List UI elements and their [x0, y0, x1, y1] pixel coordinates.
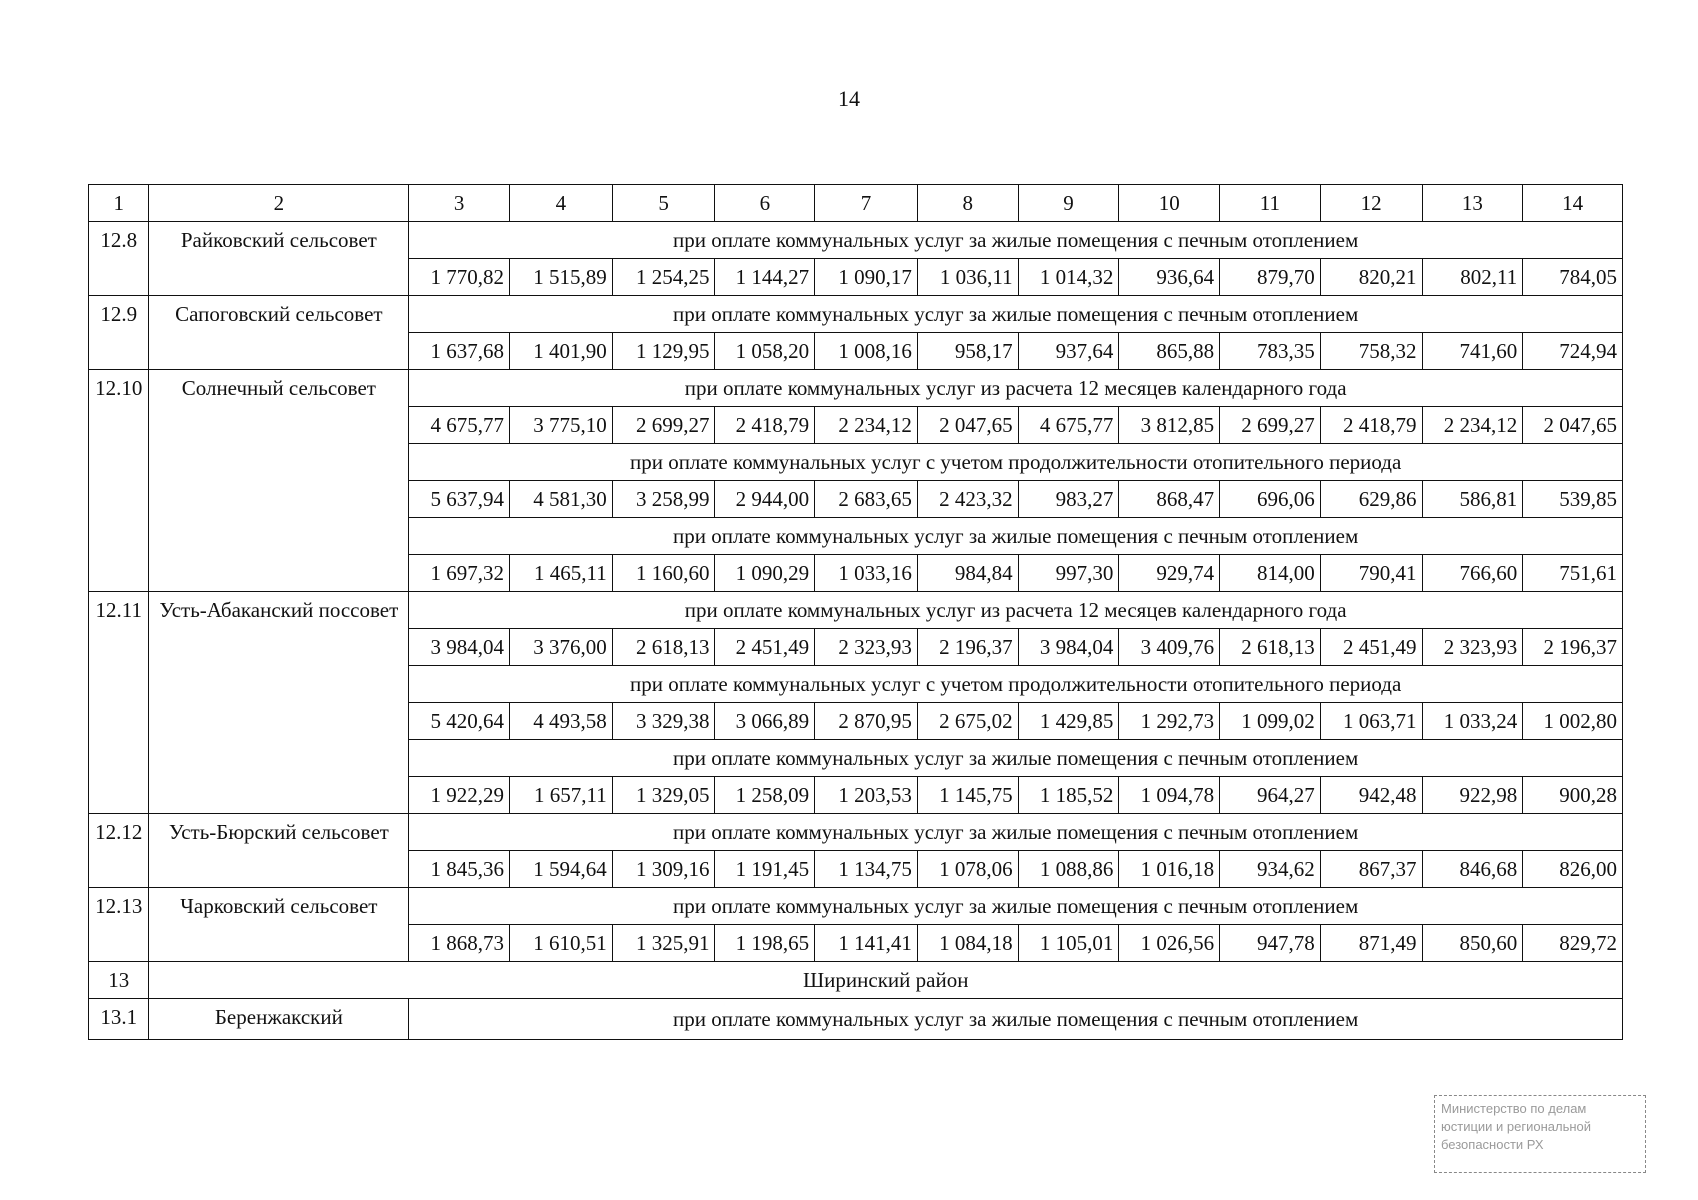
registration-stamp	[1434, 1095, 1646, 1173]
tariff-value: 724,94	[1523, 333, 1623, 370]
tariff-value: 865,88	[1119, 333, 1220, 370]
row-number: 12.8	[89, 222, 149, 296]
tariff-value: 1 325,91	[612, 925, 715, 962]
tariff-value: 1 868,73	[409, 925, 510, 962]
tariff-value: 629,86	[1320, 481, 1422, 518]
tariff-value: 1 002,80	[1523, 703, 1623, 740]
tariff-value: 2 047,65	[917, 407, 1018, 444]
column-header: 3	[409, 185, 510, 222]
tariff-value: 984,84	[917, 555, 1018, 592]
column-header: 6	[715, 185, 815, 222]
row-number: 12.9	[89, 296, 149, 370]
tariff-value: 942,48	[1320, 777, 1422, 814]
tariff-value: 2 451,49	[715, 629, 815, 666]
settlement-name: Усть-Абаканский поссовет	[149, 592, 409, 814]
condition-row	[89, 999, 1623, 1040]
payment-condition: при оплате коммунальных услуг из расчета 12 месяцев календарного года	[409, 592, 1623, 629]
settlement-name: Сапоговский сельсовет	[149, 296, 409, 370]
tariff-value: 879,70	[1220, 259, 1321, 296]
tariff-value: 1 090,17	[815, 259, 918, 296]
tariff-value: 964,27	[1220, 777, 1321, 814]
column-header: 12	[1320, 185, 1422, 222]
tariff-value: 1 292,73	[1119, 703, 1220, 740]
column-header: 13	[1422, 185, 1523, 222]
tariff-value: 1 105,01	[1018, 925, 1119, 962]
tariff-value: 2 944,00	[715, 481, 815, 518]
tariff-value: 947,78	[1220, 925, 1321, 962]
tariff-value: 3 984,04	[409, 629, 510, 666]
stamp-line: безопасности РХ	[1441, 1137, 1544, 1152]
tariff-value: 2 618,13	[1220, 629, 1321, 666]
payment-condition: при оплате коммунальных услуг за жилые помещения с печным отоплением	[409, 814, 1623, 851]
settlement-name: Солнечный сельсовет	[149, 370, 409, 592]
row-number: 12.12	[89, 814, 149, 888]
tariff-value: 1 134,75	[815, 851, 918, 888]
row-number: 12.10	[89, 370, 149, 592]
tariff-value: 766,60	[1422, 555, 1523, 592]
tariff-value: 802,11	[1422, 259, 1523, 296]
tariff-value: 1 465,11	[510, 555, 613, 592]
tariff-value: 1 329,05	[612, 777, 715, 814]
column-header: 4	[510, 185, 613, 222]
tariff-value: 1 203,53	[815, 777, 918, 814]
payment-condition: при оплате коммунальных услуг с учетом продолжительности отопительного периода	[409, 666, 1623, 703]
tariff-value: 741,60	[1422, 333, 1523, 370]
tariff-value: 1 258,09	[715, 777, 815, 814]
tariff-value: 2 699,27	[612, 407, 715, 444]
tariff-value: 937,64	[1018, 333, 1119, 370]
payment-condition: при оплате коммунальных услуг за жилые помещения с печным отоплением	[409, 222, 1623, 259]
tariff-value: 1 058,20	[715, 333, 815, 370]
payment-condition: при оплате коммунальных услуг с учетом продолжительности отопительного периода	[409, 444, 1623, 481]
tariff-value: 936,64	[1119, 259, 1220, 296]
stamp-line: Министерство по делам	[1441, 1101, 1587, 1116]
tariff-value: 1 014,32	[1018, 259, 1119, 296]
condition-row	[89, 296, 1623, 333]
tariff-value: 3 812,85	[1119, 407, 1220, 444]
tariff-value: 2 196,37	[1523, 629, 1623, 666]
settlement-name: Усть-Бюрский сельсовет	[149, 814, 409, 888]
column-header: 11	[1220, 185, 1321, 222]
tariff-value: 3 066,89	[715, 703, 815, 740]
tariff-value: 1 036,11	[917, 259, 1018, 296]
tariff-value: 2 870,95	[815, 703, 918, 740]
tariff-value: 929,74	[1119, 555, 1220, 592]
tariff-value: 1 922,29	[409, 777, 510, 814]
payment-condition: при оплате коммунальных услуг из расчета 12 месяцев календарного года	[409, 370, 1623, 407]
tariff-value: 934,62	[1220, 851, 1321, 888]
tariff-value: 1 515,89	[510, 259, 613, 296]
row-number: 13	[89, 962, 149, 999]
tariff-value: 2 423,32	[917, 481, 1018, 518]
tariff-value: 3 329,38	[612, 703, 715, 740]
tariff-value: 814,00	[1220, 555, 1321, 592]
settlement-name: Чарковский сельсовет	[149, 888, 409, 962]
tariff-value: 2 675,02	[917, 703, 1018, 740]
column-header: 10	[1119, 185, 1220, 222]
payment-condition: при оплате коммунальных услуг за жилые помещения с печным отоплением	[409, 888, 1623, 925]
column-header: 5	[612, 185, 715, 222]
tariff-value: 1 610,51	[510, 925, 613, 962]
tariff-value: 2 234,12	[815, 407, 918, 444]
row-number: 13.1	[89, 999, 149, 1040]
tariff-value: 1 637,68	[409, 333, 510, 370]
row-number: 12.13	[89, 888, 149, 962]
condition-row	[89, 888, 1623, 925]
payment-condition: при оплате коммунальных услуг за жилые помещения с печным отоплением	[409, 740, 1623, 777]
tariff-value: 790,41	[1320, 555, 1422, 592]
tariff-value: 2 323,93	[1422, 629, 1523, 666]
tariff-value: 4 493,58	[510, 703, 613, 740]
column-header: 9	[1018, 185, 1119, 222]
tariff-value: 4 581,30	[510, 481, 613, 518]
tariff-value: 1 141,41	[815, 925, 918, 962]
payment-condition: при оплате коммунальных услуг за жилые помещения с печным отоплением	[409, 296, 1623, 333]
tariff-value: 900,28	[1523, 777, 1623, 814]
tariff-value: 1 191,45	[715, 851, 815, 888]
stamp-line: юстиции и региональной	[1441, 1119, 1592, 1134]
tariff-value: 850,60	[1422, 925, 1523, 962]
tariff-value: 3 984,04	[1018, 629, 1119, 666]
tariff-value: 1 084,18	[917, 925, 1018, 962]
tariff-value: 2 234,12	[1422, 407, 1523, 444]
header-row	[89, 185, 1623, 222]
tariff-value: 5 637,94	[409, 481, 510, 518]
tariff-value: 2 418,79	[715, 407, 815, 444]
tariff-value: 1 144,27	[715, 259, 815, 296]
tariff-value: 1 697,32	[409, 555, 510, 592]
tariff-value: 2 418,79	[1320, 407, 1422, 444]
tariff-value: 1 129,95	[612, 333, 715, 370]
tariff-value: 1 033,24	[1422, 703, 1523, 740]
tariff-value: 2 683,65	[815, 481, 918, 518]
tariff-value: 1 094,78	[1119, 777, 1220, 814]
tariff-value: 783,35	[1220, 333, 1321, 370]
tariff-value: 871,49	[1320, 925, 1422, 962]
payment-condition: при оплате коммунальных услуг за жилые помещения с печным отоплением	[409, 518, 1623, 555]
tariff-value: 758,32	[1320, 333, 1422, 370]
tariff-value: 539,85	[1523, 481, 1623, 518]
tariff-value: 1 401,90	[510, 333, 613, 370]
tariff-value: 2 047,65	[1523, 407, 1623, 444]
tariff-table	[88, 184, 1623, 1040]
tariff-value: 2 323,93	[815, 629, 918, 666]
tariff-value: 1 088,86	[1018, 851, 1119, 888]
tariff-value: 5 420,64	[409, 703, 510, 740]
column-header: 7	[815, 185, 918, 222]
district-row	[89, 962, 1623, 999]
payment-condition: при оплате коммунальных услуг за жилые помещения с печным отоплением	[409, 999, 1623, 1040]
row-number: 12.11	[89, 592, 149, 814]
settlement-name: Райковский сельсовет	[149, 222, 409, 296]
tariff-value: 829,72	[1523, 925, 1623, 962]
tariff-value: 958,17	[917, 333, 1018, 370]
tariff-value: 1 078,06	[917, 851, 1018, 888]
tariff-value: 1 145,75	[917, 777, 1018, 814]
tariff-value: 1 185,52	[1018, 777, 1119, 814]
tariff-value: 586,81	[1422, 481, 1523, 518]
tariff-value: 922,98	[1422, 777, 1523, 814]
settlement-name: Беренжакский	[149, 999, 409, 1040]
condition-row	[89, 222, 1623, 259]
tariff-value: 1 657,11	[510, 777, 613, 814]
tariff-value: 868,47	[1119, 481, 1220, 518]
page-number: 14	[838, 86, 860, 111]
tariff-value: 1 594,64	[510, 851, 613, 888]
condition-row	[89, 814, 1623, 851]
tariff-value: 997,30	[1018, 555, 1119, 592]
tariff-value: 784,05	[1523, 259, 1623, 296]
tariff-value: 3 258,99	[612, 481, 715, 518]
tariff-value: 4 675,77	[409, 407, 510, 444]
district-name: Ширинский район	[149, 962, 1623, 999]
tariff-value: 1 160,60	[612, 555, 715, 592]
tariff-value: 1 026,56	[1119, 925, 1220, 962]
condition-row	[89, 592, 1623, 629]
tariff-value: 1 033,16	[815, 555, 918, 592]
tariff-value: 846,68	[1422, 851, 1523, 888]
tariff-value: 867,37	[1320, 851, 1422, 888]
tariff-value: 2 196,37	[917, 629, 1018, 666]
column-header: 8	[917, 185, 1018, 222]
tariff-value: 2 699,27	[1220, 407, 1321, 444]
tariff-value: 3 409,76	[1119, 629, 1220, 666]
tariff-value: 696,06	[1220, 481, 1321, 518]
tariff-value: 983,27	[1018, 481, 1119, 518]
tariff-value: 751,61	[1523, 555, 1623, 592]
tariff-value: 1 198,65	[715, 925, 815, 962]
column-header: 2	[149, 185, 409, 222]
tariff-value: 2 618,13	[612, 629, 715, 666]
tariff-value: 1 429,85	[1018, 703, 1119, 740]
tariff-value: 1 770,82	[409, 259, 510, 296]
tariff-value: 3 376,00	[510, 629, 613, 666]
tariff-value: 2 451,49	[1320, 629, 1422, 666]
column-header: 1	[89, 185, 149, 222]
tariff-value: 1 063,71	[1320, 703, 1422, 740]
tariff-value: 820,21	[1320, 259, 1422, 296]
tariff-value: 1 090,29	[715, 555, 815, 592]
tariff-value: 1 254,25	[612, 259, 715, 296]
condition-row	[89, 370, 1623, 407]
tariff-value: 1 008,16	[815, 333, 918, 370]
tariff-value: 826,00	[1523, 851, 1623, 888]
tariff-value: 1 016,18	[1119, 851, 1220, 888]
tariff-value: 4 675,77	[1018, 407, 1119, 444]
tariff-value: 1 099,02	[1220, 703, 1321, 740]
tariff-value: 1 309,16	[612, 851, 715, 888]
column-header: 14	[1523, 185, 1623, 222]
tariff-value: 1 845,36	[409, 851, 510, 888]
tariff-value: 3 775,10	[510, 407, 613, 444]
